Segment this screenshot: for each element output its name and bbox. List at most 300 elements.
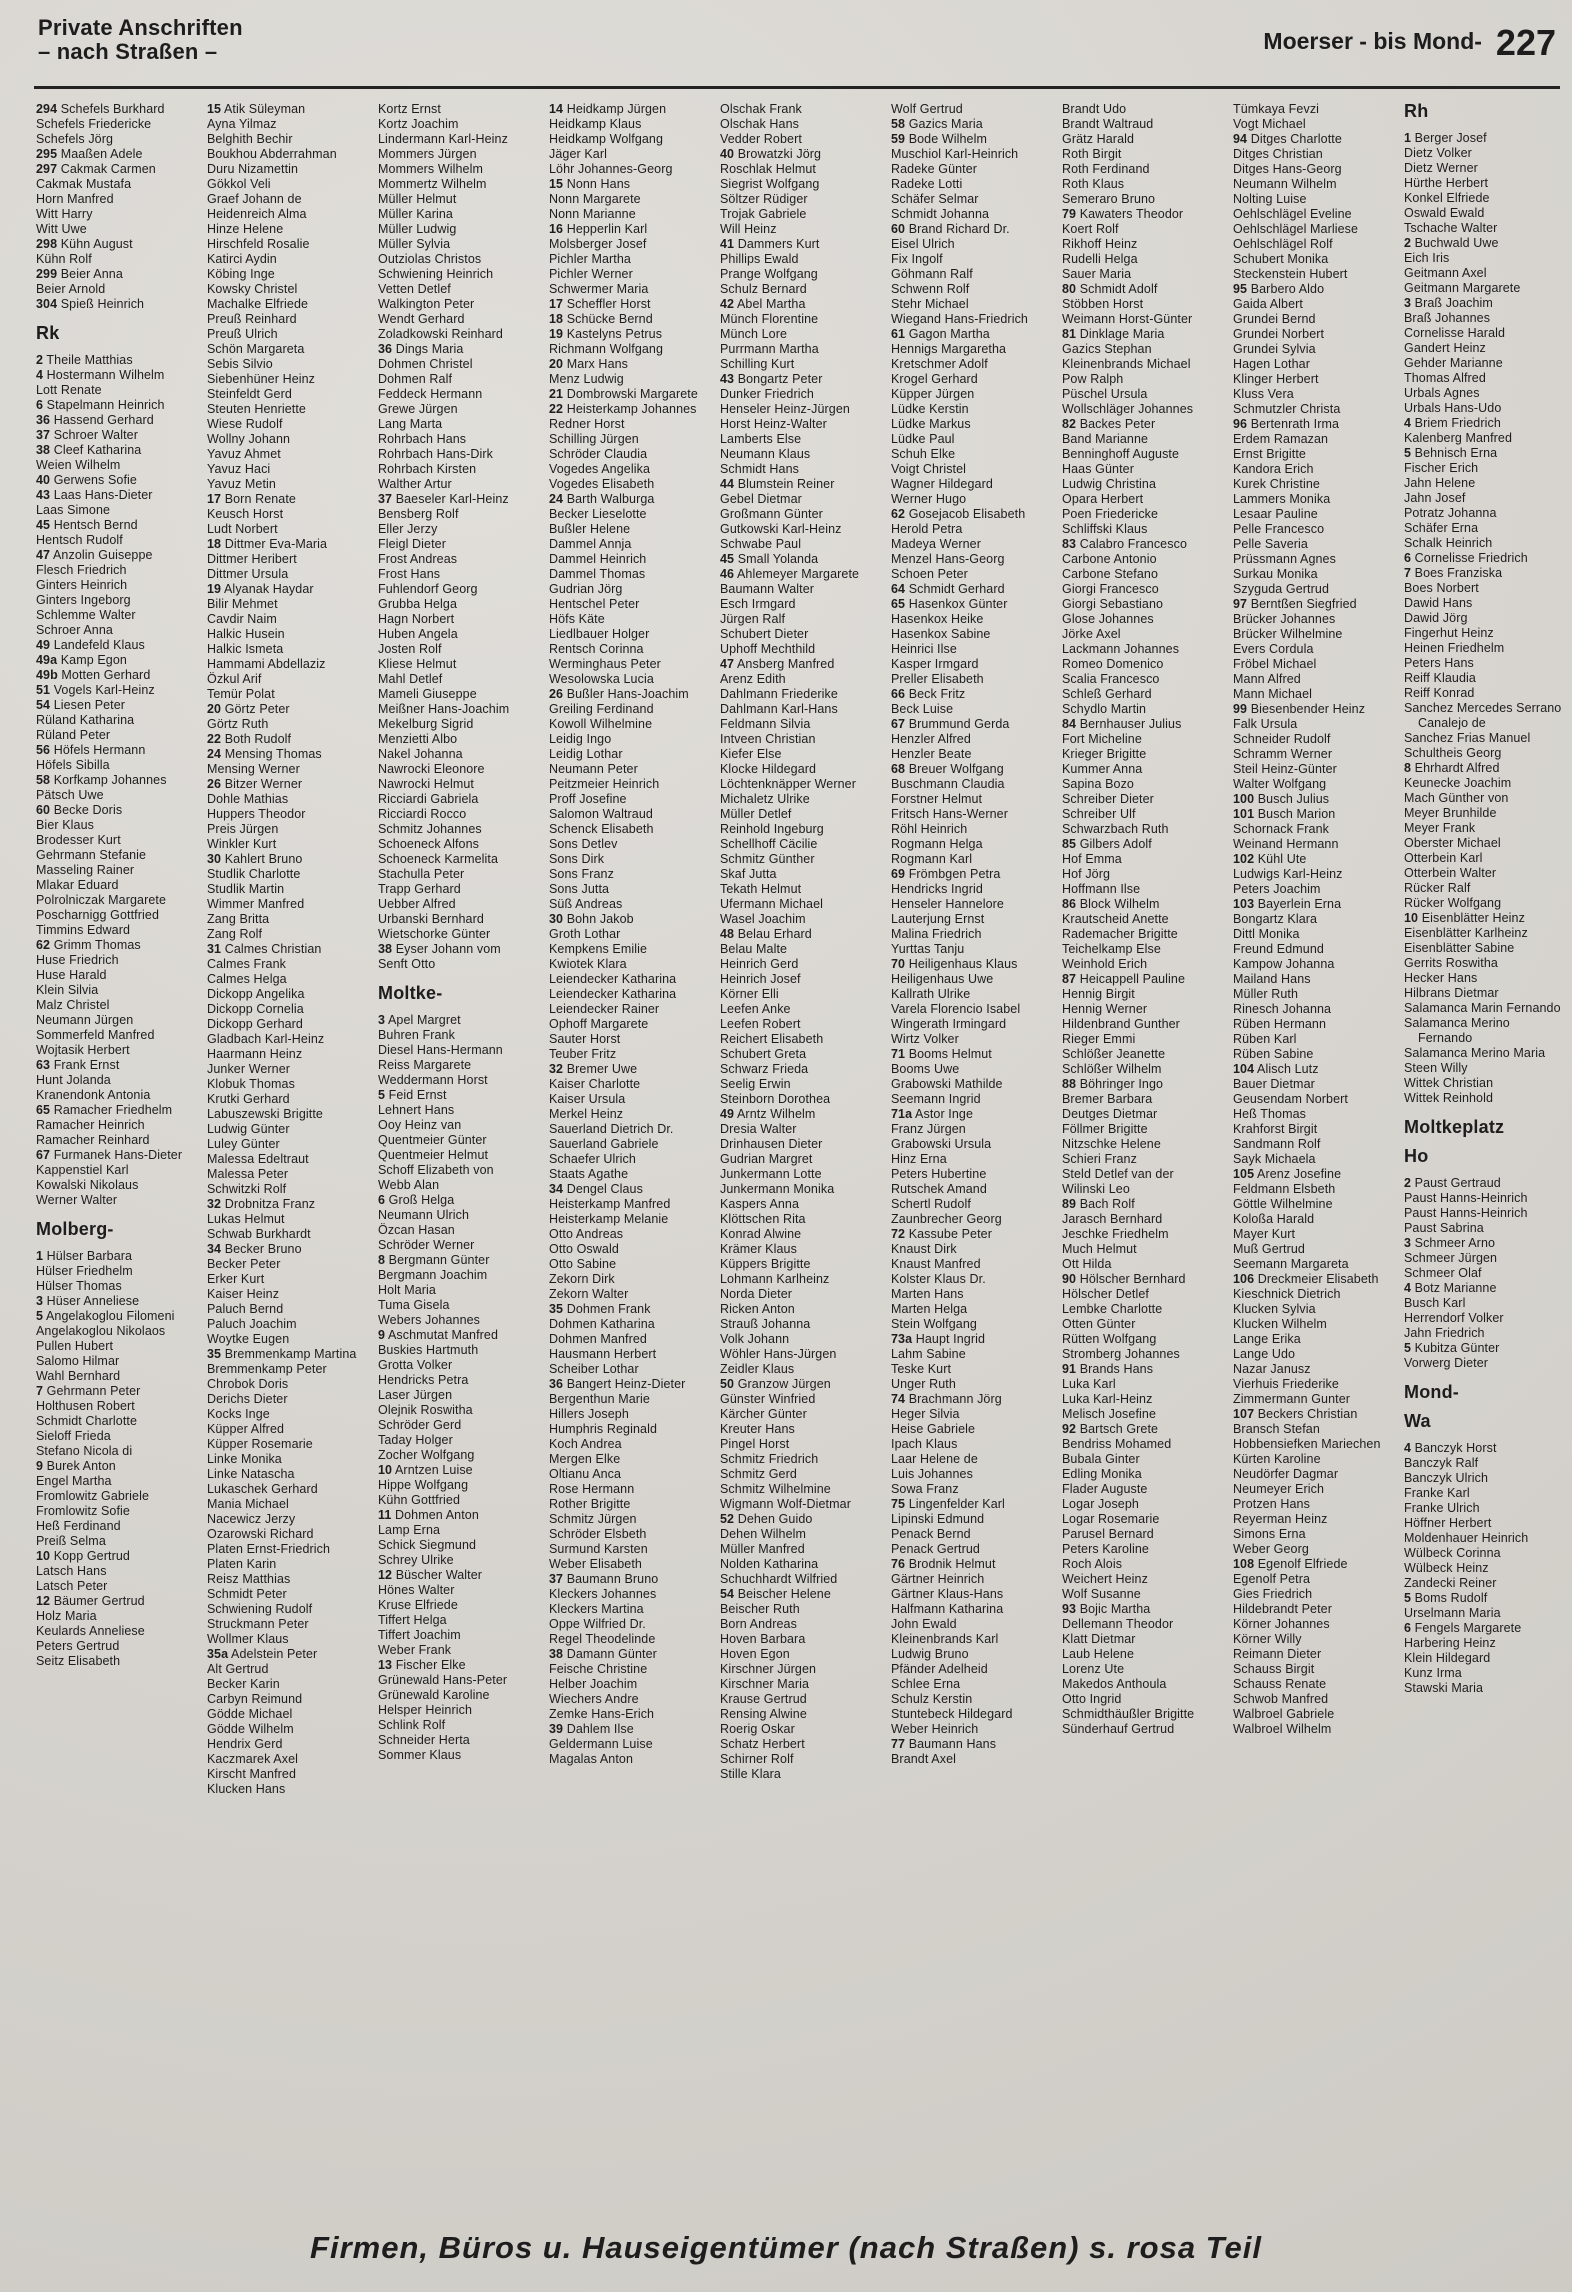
directory-entry: Grubba Helga <box>378 597 458 611</box>
directory-entry: Tekath Helmut <box>720 882 802 896</box>
directory-entry: Lange Udo <box>1233 1347 1296 1361</box>
house-number: 54 <box>720 1587 735 1601</box>
house-number: 60 <box>891 222 906 236</box>
directory-entry: Stehr Michael <box>891 297 969 311</box>
house-number: 20 <box>207 702 222 716</box>
directory-entry: Klobuk Thomas <box>207 1077 295 1091</box>
directory-entry: Pätsch Uwe <box>36 788 104 802</box>
directory-entry: Sons Franz <box>549 867 614 881</box>
house-number: 63 <box>36 1058 51 1072</box>
house-number: 294 <box>36 102 58 116</box>
directory-entry: 47 Anzolin Guiseppe <box>36 548 153 562</box>
house-number: 2 <box>1404 236 1412 250</box>
directory-entry: Hendrix Gerd <box>207 1737 283 1751</box>
directory-entry: 2 Buchwald Uwe <box>1404 236 1499 250</box>
directory-entry: Graef Johann de <box>207 192 302 206</box>
directory-entry: Poscharnigg Gottfried <box>36 908 159 922</box>
directory-entry: 7 Boes Franziska <box>1404 566 1503 580</box>
directory-column-7 <box>1062 102 1222 2204</box>
directory-entry: Hinze Helene <box>207 222 284 236</box>
directory-entry: Heidkamp Klaus <box>549 117 642 131</box>
directory-entry: Mann Alfred <box>1233 672 1301 686</box>
directory-entry: Flader Auguste <box>1062 1482 1148 1496</box>
directory-entry: Laas Simone <box>36 503 111 517</box>
directory-entry: Bransch Stefan <box>1233 1422 1320 1436</box>
directory-entry: Heidenreich Alma <box>207 207 307 221</box>
directory-entry: Pingel Horst <box>720 1437 790 1451</box>
directory-entry: 44 Blumstein Reiner <box>720 477 835 491</box>
directory-entry: 35a Adelstein Peter <box>207 1647 318 1661</box>
house-number: 84 <box>1062 717 1077 731</box>
directory-entry: Steinfeldt Gerd <box>207 387 292 401</box>
directory-entry: Hentschel Peter <box>549 597 640 611</box>
directory-entry: Dohmen Christel <box>378 357 473 371</box>
house-number: 46 <box>720 567 735 581</box>
directory-entry: Merkel Heinz <box>549 1107 624 1121</box>
directory-entry: 7 Gehrmann Peter <box>36 1384 141 1398</box>
directory-entry: Webers Johannes <box>378 1313 481 1327</box>
directory-entry: Stawski Maria <box>1404 1681 1484 1695</box>
directory-entry: Geldermann Luise <box>549 1737 653 1751</box>
house-number: 18 <box>549 312 564 326</box>
directory-entry: 41 Dammers Kurt <box>720 237 820 251</box>
directory-entry: Weber Heinrich <box>891 1722 979 1736</box>
house-number: 19 <box>549 327 564 341</box>
street-header: Molberg- <box>36 1219 114 1239</box>
house-number: 93 <box>1062 1602 1077 1616</box>
directory-entry: Holt Maria <box>378 1283 436 1297</box>
directory-entry: Schmeer Olaf <box>1404 1266 1482 1280</box>
directory-entry: Wagner Hildegard <box>891 477 993 491</box>
directory-entry: 298 Kühn August <box>36 237 133 251</box>
directory-entry: Holthusen Robert <box>36 1399 135 1413</box>
directory-entry: Redner Horst <box>549 417 625 431</box>
directory-entry: 64 Schmidt Gerhard <box>891 582 1005 596</box>
house-number: 71a <box>891 1107 913 1121</box>
house-number: 99 <box>1233 702 1248 716</box>
directory-entry: Boes Norbert <box>1404 581 1479 595</box>
directory-entry: Lukaschek Gerhard <box>207 1482 318 1496</box>
directory-entry: Hendricks Petra <box>378 1373 469 1387</box>
directory-entry: Zandecki Reiner <box>1404 1576 1497 1590</box>
directory-entry: 42 Abel Martha <box>720 297 806 311</box>
directory-entry: Schäfer Erna <box>1404 521 1479 535</box>
directory-entry: Pelle Francesco <box>1233 522 1325 536</box>
house-number: 38 <box>549 1647 564 1661</box>
directory-entry: Grünewald Karoline <box>378 1688 490 1702</box>
directory-entry: Trapp Gerhard <box>378 882 461 896</box>
directory-entry: Schmidt Peter <box>207 1587 287 1601</box>
directory-entry: Mann Michael <box>1233 687 1313 701</box>
directory-entry: Horn Manfred <box>36 192 114 206</box>
directory-entry: Grabowski Mathilde <box>891 1077 1003 1091</box>
directory-entry: Dawid Jörg <box>1404 611 1468 625</box>
directory-entry: Edling Monika <box>1062 1467 1142 1481</box>
directory-entry: 50 Granzow Jürgen <box>720 1377 831 1391</box>
directory-column-4 <box>549 102 709 2204</box>
directory-entry: Schoeneck Karmelita <box>378 852 499 866</box>
house-number: 75 <box>891 1497 906 1511</box>
directory-entry: 26 Bitzer Werner <box>207 777 303 791</box>
directory-entry: 71a Astor Inge <box>891 1107 974 1121</box>
directory-entry: 34 Dengel Claus <box>549 1182 643 1196</box>
directory-entry: Walter Wolfgang <box>1233 777 1327 791</box>
house-number: 103 <box>1233 897 1255 911</box>
directory-entry: Malz Christel <box>36 998 110 1012</box>
directory-entry: Diesel Hans-Hermann <box>378 1043 503 1057</box>
directory-entry: Körner Elli <box>720 987 779 1001</box>
directory-entry: Witt Uwe <box>36 222 87 236</box>
street-header: Moltkeplatz <box>1404 1117 1505 1137</box>
directory-entry: Hilbrans Dietmar <box>1404 986 1499 1000</box>
house-number: 91 <box>1062 1362 1077 1376</box>
directory-entry: Leefen Robert <box>720 1017 801 1031</box>
directory-entry: Junkermann Monika <box>720 1182 835 1196</box>
directory-entry: Hennig Birgit <box>1062 987 1135 1001</box>
directory-entry: Kaiser Ursula <box>549 1092 626 1106</box>
house-number: 79 <box>1062 207 1077 221</box>
directory-entry: 9 Burek Anton <box>36 1459 116 1473</box>
directory-entry: Göhmann Ralf <box>891 267 973 281</box>
directory-entry: Hildenbrand Gunther <box>1062 1017 1180 1031</box>
directory-entry: 81 Dinklage Maria <box>1062 327 1165 341</box>
directory-entry: 45 Hentsch Bernd <box>36 518 138 532</box>
directory-entry: Dittmer Heribert <box>207 552 297 566</box>
directory-entry: Laser Jürgen <box>378 1388 453 1402</box>
house-number: 22 <box>549 402 564 416</box>
directory-entry: Drinhausen Dieter <box>720 1137 823 1151</box>
directory-entry: Protzen Hans <box>1233 1497 1310 1511</box>
directory-entry: Schneider Herta <box>378 1733 470 1747</box>
house-number: 297 <box>36 162 58 176</box>
directory-entry: Neumann Ulrich <box>378 1208 470 1222</box>
directory-entry: Zocher Wolfgang <box>378 1448 475 1462</box>
directory-entry: Pfänder Adelheid <box>891 1662 988 1676</box>
street-header: Ho <box>1404 1146 1429 1166</box>
directory-column-8 <box>1233 102 1393 2204</box>
directory-entry: Schröder Claudia <box>549 447 648 461</box>
directory-entry: Paust Hanns-Heinrich <box>1404 1191 1528 1205</box>
directory-entry: Sommerfeld Manfred <box>36 1028 155 1042</box>
directory-entry: Heinen Friedhelm <box>1404 641 1505 655</box>
house-number: 3 <box>378 1013 386 1027</box>
directory-entry: Hasenkox Heike <box>891 612 984 626</box>
directory-entry: Timmins Edward <box>36 923 131 937</box>
directory-entry: Mlakar Eduard <box>36 878 119 892</box>
directory-entry: Lammers Monika <box>1233 492 1331 506</box>
directory-entry: Wigmann Wolf-Dietmar <box>720 1497 851 1511</box>
directory-entry: Gebel Dietmar <box>720 492 802 506</box>
directory-entry: Schramm Werner <box>1233 747 1333 761</box>
directory-entry: Uebber Alfred <box>378 897 456 911</box>
directory-entry: Walther Artur <box>378 477 452 491</box>
directory-entry: Forstner Helmut <box>891 792 983 806</box>
directory-entry: 49b Motten Gerhard <box>36 668 151 682</box>
directory-entry: Sayk Michaela <box>1233 1152 1316 1166</box>
directory-entry: Rohrbach Hans-Dirk <box>378 447 494 461</box>
directory-entry: Josten Rolf <box>378 642 442 656</box>
directory-entry: Braß Johannes <box>1404 311 1491 325</box>
directory-entry: Becker Lieselotte <box>549 507 647 521</box>
directory-entry: Schlee Erna <box>891 1677 961 1691</box>
house-number: 18 <box>207 537 222 551</box>
directory-entry: Sauter Horst <box>549 1032 621 1046</box>
directory-entry: Buskies Hartmuth <box>378 1343 479 1357</box>
directory-entry: Schmidt Hans <box>720 462 800 476</box>
directory-entry: Lesaar Pauline <box>1233 507 1318 521</box>
directory-entry: Halkic Ismeta <box>207 642 284 656</box>
directory-entry: Meyer Brunhilde <box>1404 806 1497 820</box>
directory-entry: Wülbeck Corinna <box>1404 1546 1501 1560</box>
directory-entry: Buhren Frank <box>378 1028 455 1042</box>
directory-entry: Wittek Christian <box>1404 1076 1494 1090</box>
directory-entry: 87 Heicappell Pauline <box>1062 972 1186 986</box>
house-number: 45 <box>720 552 735 566</box>
directory-entry: Hillers Joseph <box>549 1407 629 1421</box>
directory-entry: Münch Florentine <box>720 312 819 326</box>
directory-entry: 89 Bach Rolf <box>1062 1197 1135 1211</box>
directory-entry: Sanchez Frias Manuel <box>1404 731 1531 745</box>
directory-entry: 103 Bayerlein Erna <box>1233 897 1342 911</box>
house-number: 73a <box>891 1332 913 1346</box>
directory-entry: 24 Mensing Thomas <box>207 747 322 761</box>
directory-entry: Kocks Inge <box>207 1407 270 1421</box>
directory-entry: Haas Günter <box>1062 462 1134 476</box>
directory-entry: 20 Görtz Peter <box>207 702 290 716</box>
directory-entry: Kempkens Emilie <box>549 942 648 956</box>
directory-entry: Kasper Irmgard <box>891 657 979 671</box>
house-number: 35 <box>549 1302 564 1316</box>
directory-entry: Krämer Klaus <box>720 1242 797 1256</box>
directory-entry: 90 Hölscher Bernhard <box>1062 1272 1186 1286</box>
directory-entry: Ludwig Christina <box>1062 477 1157 491</box>
directory-entry: Kummer Anna <box>1062 762 1143 776</box>
directory-entry: Rother Brigitte <box>549 1497 631 1511</box>
directory-entry: 65 Ramacher Friedhelm <box>36 1103 173 1117</box>
directory-entry: 26 Bußler Hans-Joachim <box>549 687 689 701</box>
house-number: 60 <box>36 803 51 817</box>
directory-entry: Simons Erna <box>1233 1527 1306 1541</box>
directory-entry: 67 Brummund Gerda <box>891 717 1010 731</box>
directory-entry: Lauterjung Ernst <box>891 912 985 926</box>
directory-entry: Boukhou Abderrahman <box>207 147 337 161</box>
directory-entry: Schubert Monika <box>1233 252 1329 266</box>
house-number: 81 <box>1062 327 1077 341</box>
house-number: 24 <box>207 747 222 761</box>
directory-entry: Rikhoff Heinz <box>1062 237 1138 251</box>
directory-entry: Werner Walter <box>36 1193 118 1207</box>
directory-entry: Koch Andrea <box>549 1437 622 1451</box>
directory-entry: Brandt Waltraud <box>1062 117 1154 131</box>
directory-entry: 38 Damann Günter <box>549 1647 657 1661</box>
directory-entry: Schneider Rudolf <box>1233 732 1331 746</box>
directory-entry: Seemann Ingrid <box>891 1092 981 1106</box>
directory-entry: Bergmann Joachim <box>378 1268 488 1282</box>
directory-entry: Kleinenbrands Karl <box>891 1632 999 1646</box>
house-number: 304 <box>36 297 58 311</box>
directory-entry: Brücker Johannes <box>1233 612 1336 626</box>
directory-entry: 8 Bergmann Günter <box>378 1253 490 1267</box>
directory-entry: Seitz Elisabeth <box>36 1654 121 1668</box>
directory-entry: Reiff Klaudia <box>1404 671 1476 685</box>
directory-entry: 82 Backes Peter <box>1062 417 1156 431</box>
directory-entry: Pullen Hubert <box>36 1339 114 1353</box>
directory-entry: Henzler Alfred <box>891 732 971 746</box>
directory-entry: Laub Helene <box>1062 1647 1134 1661</box>
directory-entry: Grabowski Ursula <box>891 1137 992 1151</box>
directory-entry: Schwiening Rudolf <box>207 1602 313 1616</box>
street-header: Rk <box>36 323 60 343</box>
directory-entry: 22 Heisterkamp Johannes <box>549 402 697 416</box>
directory-entry: Schäfer Selmar <box>891 192 979 206</box>
house-number: 96 <box>1233 417 1248 431</box>
house-number: 86 <box>1062 897 1077 911</box>
directory-entry: Vedder Robert <box>720 132 802 146</box>
directory-entry: Kranendonk Antonia <box>36 1088 151 1102</box>
page-subtitle: – nach Straßen – <box>38 39 218 65</box>
directory-entry: Stuntebeck Hildegard <box>891 1707 1013 1721</box>
directory-entry: Vogedes Elisabeth <box>549 477 655 491</box>
directory-entry: 52 Dehen Guido <box>720 1512 813 1526</box>
directory-entry: Sauerland Gabriele <box>549 1137 659 1151</box>
directory-entry: Schieri Franz <box>1062 1152 1137 1166</box>
directory-entry: Becker Karin <box>207 1677 280 1691</box>
directory-entry: Hölscher Detlef <box>1062 1287 1149 1301</box>
directory-entry: Arenz Edith <box>720 672 786 686</box>
directory-entry: Walkington Peter <box>378 297 475 311</box>
directory-entry: Weddermann Horst <box>378 1073 488 1087</box>
directory-entry: Jahn Friedrich <box>1404 1326 1485 1340</box>
directory-entry: Halkic Husein <box>207 627 285 641</box>
directory-entry: Menzietti Albo <box>378 732 458 746</box>
house-number: 35 <box>207 1347 222 1361</box>
directory-entry: Platen Karin <box>207 1557 277 1571</box>
directory-entry: Vorwerg Dieter <box>1404 1356 1489 1370</box>
street-header: Moltke- <box>378 983 443 1003</box>
directory-entry: Harbering Heinz <box>1404 1636 1496 1650</box>
directory-entry: Ditges Hans-Georg <box>1233 162 1342 176</box>
directory-entry: Olschak Frank <box>720 102 802 116</box>
house-number: 36 <box>378 342 393 356</box>
directory-entry: Schmidt Johanna <box>891 207 990 221</box>
directory-entry: Kretschmer Adolf <box>891 357 988 371</box>
directory-entry: 299 Beier Anna <box>36 267 123 281</box>
directory-entry: Henseler Heinz-Jürgen <box>720 402 850 416</box>
directory-entry: 51 Vogels Karl-Heinz <box>36 683 155 697</box>
directory-entry: John Ewald <box>891 1617 957 1631</box>
directory-entry: Nacewicz Jerzy <box>207 1512 296 1526</box>
directory-entry: 86 Block Wilhelm <box>1062 897 1160 911</box>
directory-entry: Marten Hans <box>891 1287 964 1301</box>
directory-entry: Weber Elisabeth <box>549 1557 642 1571</box>
directory-entry: Mailand Hans <box>1233 972 1311 986</box>
directory-entry: Sieloff Frieda <box>36 1429 111 1443</box>
directory-entry: Bilir Mehmet <box>207 597 278 611</box>
directory-entry: Buschmann Claudia <box>891 777 1005 791</box>
directory-entry: Zemke Hans-Erich <box>549 1707 655 1721</box>
directory-entry: Kirschner Maria <box>720 1677 810 1691</box>
directory-entry: 62 Grimm Thomas <box>36 938 141 952</box>
directory-entry: Knaust Manfred <box>891 1257 981 1271</box>
directory-entry: Steinborn Dorothea <box>720 1092 831 1106</box>
directory-entry: Weimann Horst-Günter <box>1062 312 1193 326</box>
directory-entry: Dahlmann Karl-Hans <box>720 702 838 716</box>
house-number: 6 <box>1404 551 1412 565</box>
directory-columns <box>36 102 1564 2204</box>
house-number: 52 <box>720 1512 735 1526</box>
directory-entry: 67 Furmanek Hans-Dieter <box>36 1148 183 1162</box>
house-number: 102 <box>1233 852 1255 866</box>
directory-entry: 15 Nonn Hans <box>549 177 631 191</box>
directory-entry: Schroer Anna <box>36 623 113 637</box>
directory-entry: Schwarz Frieda <box>720 1062 809 1076</box>
house-number: 45 <box>36 518 51 532</box>
directory-entry: Rudelli Helga <box>1062 252 1138 266</box>
directory-entry: Otto Andreas <box>549 1227 624 1241</box>
directory-entry: 2 Theile Matthias <box>36 353 133 367</box>
directory-entry: Magalas Anton <box>549 1752 633 1766</box>
directory-entry: Wiese Rudolf <box>207 417 283 431</box>
directory-entry: 8 Ehrhardt Alfred <box>1404 761 1500 775</box>
directory-entry: Menzel Hans-Georg <box>891 552 1005 566</box>
directory-entry: Giorgi Francesco <box>1062 582 1159 596</box>
directory-entry: Kaiser Heinz <box>207 1287 280 1301</box>
directory-entry: Lott Renate <box>36 383 102 397</box>
directory-entry: Dittl Monika <box>1233 927 1300 941</box>
directory-entry: Lohmann Karlheinz <box>720 1272 830 1286</box>
directory-entry: 36 Dings Maria <box>378 342 464 356</box>
directory-entry: Sandmann Rolf <box>1233 1137 1321 1151</box>
directory-entry: Gärtner Klaus-Hans <box>891 1587 1004 1601</box>
directory-entry: Kalenberg Manfred <box>1404 431 1513 445</box>
directory-entry: Derichs Dieter <box>207 1392 288 1406</box>
house-number: 95 <box>1233 282 1248 296</box>
directory-entry: Fort Micheline <box>1062 732 1142 746</box>
directory-entry: Radeke Lotti <box>891 177 963 191</box>
directory-entry: Wimmer Manfred <box>207 897 305 911</box>
directory-entry: Ramacher Reinhard <box>36 1133 150 1147</box>
directory-entry: Steuten Henriette <box>207 402 306 416</box>
directory-entry: Kolster Klaus Dr. <box>891 1272 986 1286</box>
directory-entry: Will Heinz <box>720 222 777 236</box>
directory-entry: Leidig Ingo <box>549 732 612 746</box>
directory-entry: 14 Heidkamp Jürgen <box>549 102 667 116</box>
directory-entry: Werminghaus Peter <box>549 657 661 671</box>
directory-entry: Hecker Hans <box>1404 971 1478 985</box>
directory-entry: Dietz Werner <box>1404 161 1478 175</box>
directory-entry: 1 Hülser Barbara <box>36 1249 133 1263</box>
directory-entry: Jürgen Ralf <box>720 612 786 626</box>
directory-entry: 39 Dahlem Ilse <box>549 1722 634 1736</box>
directory-entry: Oppe Wilfried Dr. <box>549 1617 646 1631</box>
directory-entry: 72 Kassube Peter <box>891 1227 992 1241</box>
house-number: 40 <box>720 147 735 161</box>
directory-entry: Feddeck Hermann <box>378 387 483 401</box>
directory-entry: 17 Born Renate <box>207 492 296 506</box>
page-title: Private Anschriften <box>38 15 243 40</box>
directory-entry: Molsberger Josef <box>549 237 647 251</box>
directory-entry: Krautscheid Anette <box>1062 912 1169 926</box>
house-number: 87 <box>1062 972 1077 986</box>
directory-entry: Hoffmann Ilse <box>1062 882 1141 896</box>
directory-entry: 5 Boms Rudolf <box>1404 1591 1488 1605</box>
house-number: 100 <box>1233 792 1255 806</box>
directory-entry: Gutkowski Karl-Heinz <box>720 522 842 536</box>
directory-entry: Dickopp Cornelia <box>207 1002 304 1016</box>
directory-entry: 80 Schmidt Adolf <box>1062 282 1158 296</box>
directory-entry: Dohmen Katharina <box>549 1317 655 1331</box>
directory-entry: 99 Biesenbender Heinz <box>1233 702 1366 716</box>
